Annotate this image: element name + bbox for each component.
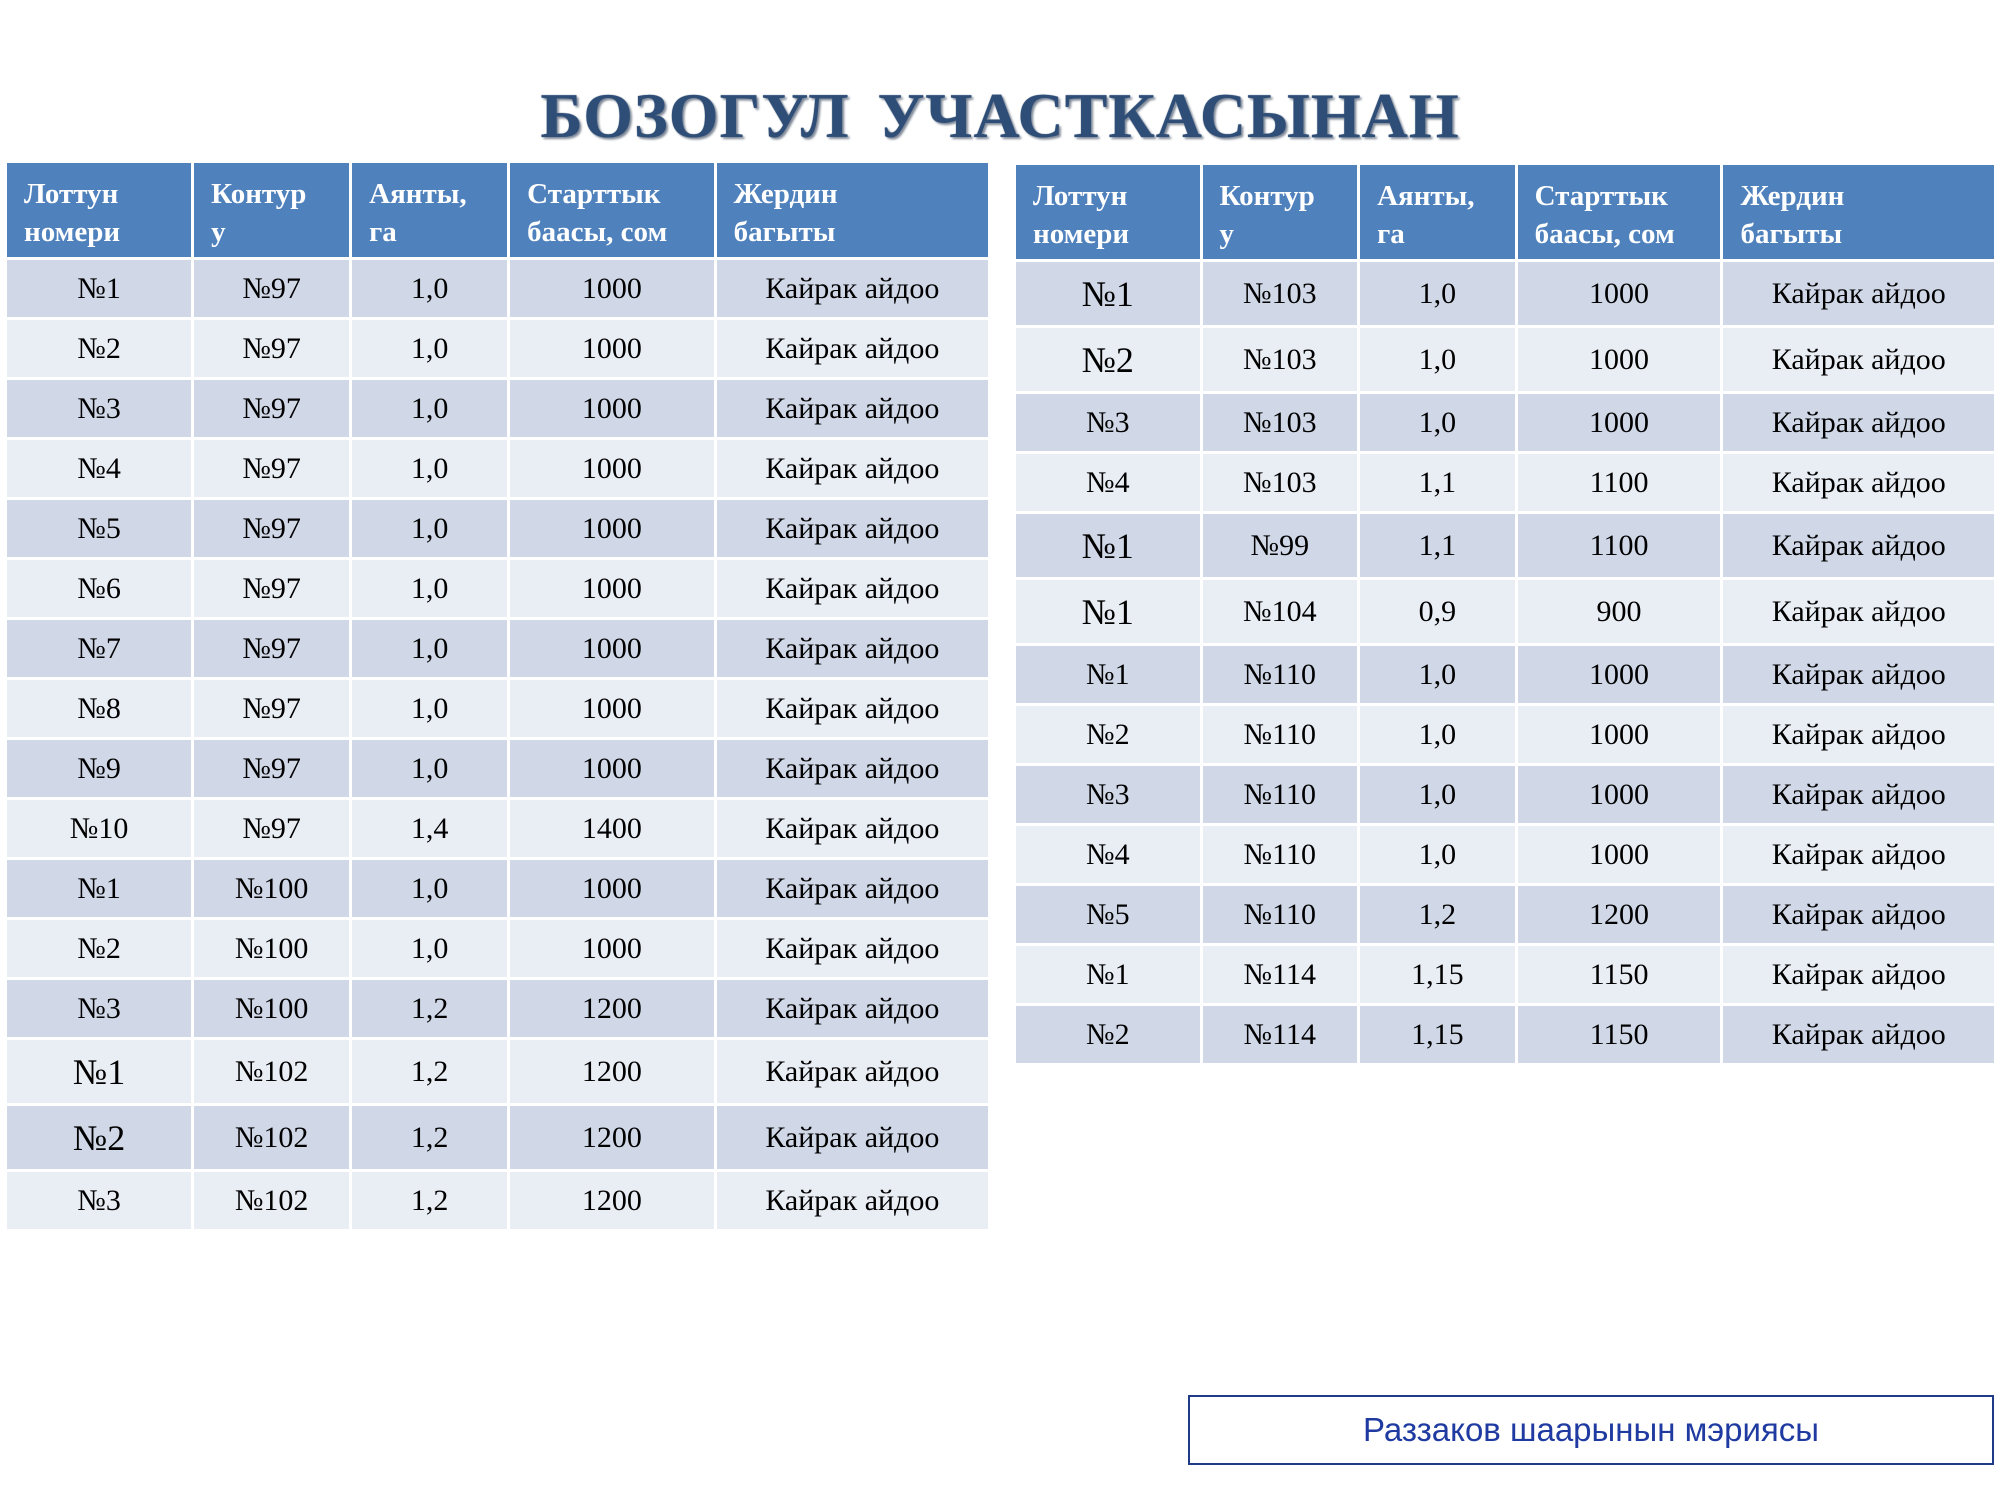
lot-number-cell: №4 (1016, 454, 1200, 511)
price-cell: 1200 (510, 1040, 713, 1103)
area-cell: 1,2 (352, 1040, 507, 1103)
lot-number-cell: №4 (7, 440, 191, 497)
purpose-cell: Кайрак айдоо (717, 920, 988, 977)
purpose-cell: Кайрак айдоо (717, 260, 988, 317)
header-contour: Контур у (194, 163, 349, 257)
contour-cell: №102 (194, 1040, 349, 1103)
page-title (0, 79, 2000, 153)
lot-number-cell: №9 (7, 740, 191, 797)
lot-number-cell: №7 (7, 620, 191, 677)
area-cell: 1,0 (352, 740, 507, 797)
header-area: Аянты, га (352, 163, 507, 257)
area-cell: 1,0 (1360, 826, 1515, 883)
lot-number-cell: №3 (7, 1172, 191, 1229)
area-cell: 1,0 (352, 380, 507, 437)
table-row (7, 920, 988, 977)
price-cell: 1000 (510, 380, 713, 437)
contour-cell: №110 (1203, 646, 1358, 703)
purpose-cell: Кайрак айдоо (717, 380, 988, 437)
area-cell: 1,0 (352, 920, 507, 977)
right-lots-table (1013, 162, 1997, 1066)
lot-number-cell: №3 (1016, 766, 1200, 823)
purpose-cell: Кайрак айдоо (1723, 886, 1994, 943)
purpose-cell: Кайрак айдоо (1723, 580, 1994, 643)
price-cell: 1100 (1518, 454, 1721, 511)
area-cell: 1,2 (352, 1172, 507, 1229)
area-cell: 1,0 (1360, 766, 1515, 823)
purpose-cell: Кайрак айдоо (1723, 262, 1994, 325)
header-lot-number: Лоттун номери (7, 163, 191, 257)
table-row (7, 980, 988, 1037)
purpose-cell: Кайрак айдоо (717, 560, 988, 617)
lot-number-cell: №2 (1016, 328, 1200, 391)
purpose-cell: Кайрак айдоо (1723, 514, 1994, 577)
contour-cell: №114 (1203, 1006, 1358, 1063)
lot-number-cell: №4 (1016, 826, 1200, 883)
area-cell: 1,15 (1360, 1006, 1515, 1063)
price-cell: 1000 (510, 560, 713, 617)
contour-cell: №97 (194, 380, 349, 437)
lot-number-cell: №2 (7, 920, 191, 977)
contour-cell: №97 (194, 440, 349, 497)
footer-mayor-office-box (1188, 1395, 1994, 1465)
lot-number-cell: №8 (7, 680, 191, 737)
price-cell: 1000 (510, 920, 713, 977)
price-cell: 1000 (1518, 706, 1721, 763)
price-cell: 1200 (510, 1172, 713, 1229)
table-row (7, 260, 988, 317)
lot-number-cell: №3 (7, 980, 191, 1037)
price-cell: 1000 (510, 260, 713, 317)
purpose-cell: Кайрак айдоо (717, 1106, 988, 1169)
price-cell: 1000 (1518, 394, 1721, 451)
lot-number-cell: №2 (1016, 1006, 1200, 1063)
purpose-cell: Кайрак айдоо (717, 320, 988, 377)
area-cell: 1,0 (352, 680, 507, 737)
lot-number-cell: №3 (7, 380, 191, 437)
purpose-cell: Кайрак айдоо (717, 680, 988, 737)
contour-cell: №110 (1203, 706, 1358, 763)
purpose-cell: Кайрак айдоо (717, 1040, 988, 1103)
purpose-cell: Кайрак айдоо (717, 620, 988, 677)
area-cell: 1,0 (1360, 394, 1515, 451)
purpose-cell: Кайрак айдоо (717, 980, 988, 1037)
price-cell: 1000 (1518, 262, 1721, 325)
price-cell: 1400 (510, 800, 713, 857)
table-row (1016, 946, 1994, 1003)
table-row (1016, 580, 1994, 643)
table-row (1016, 454, 1994, 511)
table-row (7, 440, 988, 497)
area-cell: 1,0 (352, 260, 507, 317)
purpose-cell: Кайрак айдоо (1723, 946, 1994, 1003)
contour-cell: №97 (194, 260, 349, 317)
lot-number-cell: №2 (7, 1106, 191, 1169)
contour-cell: №104 (1203, 580, 1358, 643)
purpose-cell: Кайрак айдоо (1723, 766, 1994, 823)
lot-number-cell: №1 (7, 860, 191, 917)
purpose-cell: Кайрак айдоо (1723, 826, 1994, 883)
price-cell: 1200 (510, 980, 713, 1037)
area-cell: 1,0 (352, 440, 507, 497)
price-cell: 1150 (1518, 1006, 1721, 1063)
purpose-cell: Кайрак айдоо (1723, 646, 1994, 703)
header-land-purpose: Жердин багыты (717, 163, 988, 257)
table-row (1016, 706, 1994, 763)
area-cell: 1,0 (1360, 262, 1515, 325)
price-cell: 1000 (510, 500, 713, 557)
price-cell: 1150 (1518, 946, 1721, 1003)
table-row (7, 1172, 988, 1229)
table-row (1016, 394, 1994, 451)
price-cell: 1000 (1518, 646, 1721, 703)
table-row (7, 500, 988, 557)
area-cell: 1,0 (1360, 646, 1515, 703)
price-cell: 1000 (510, 740, 713, 797)
table-row (7, 800, 988, 857)
contour-cell: №110 (1203, 886, 1358, 943)
table-row (7, 560, 988, 617)
area-cell: 1,0 (352, 560, 507, 617)
lot-number-cell: №1 (1016, 646, 1200, 703)
table-row (7, 680, 988, 737)
price-cell: 1000 (510, 440, 713, 497)
contour-cell: №102 (194, 1172, 349, 1229)
area-cell: 1,0 (352, 320, 507, 377)
price-cell: 1200 (1518, 886, 1721, 943)
price-cell: 1200 (510, 1106, 713, 1169)
lot-number-cell: №3 (1016, 394, 1200, 451)
purpose-cell: Кайрак айдоо (717, 500, 988, 557)
price-cell: 1000 (510, 680, 713, 737)
contour-cell: №97 (194, 320, 349, 377)
contour-cell: №99 (1203, 514, 1358, 577)
area-cell: 1,2 (352, 980, 507, 1037)
left-lots-table (4, 160, 991, 1232)
contour-cell: №97 (194, 560, 349, 617)
purpose-cell: Кайрак айдоо (1723, 1006, 1994, 1063)
price-cell: 1000 (1518, 328, 1721, 391)
contour-cell: №103 (1203, 262, 1358, 325)
area-cell: 0,9 (1360, 580, 1515, 643)
lot-number-cell: №1 (7, 260, 191, 317)
lot-number-cell: №1 (1016, 514, 1200, 577)
contour-cell: №97 (194, 620, 349, 677)
contour-cell: №114 (1203, 946, 1358, 1003)
price-cell: 1100 (1518, 514, 1721, 577)
table-row (1016, 646, 1994, 703)
lot-number-cell: №2 (1016, 706, 1200, 763)
header-lot-number: Лоттун номери (1016, 165, 1200, 259)
table-row (1016, 886, 1994, 943)
area-cell: 1,0 (352, 500, 507, 557)
area-cell: 1,2 (352, 1106, 507, 1169)
area-cell: 1,1 (1360, 454, 1515, 511)
contour-cell: №97 (194, 800, 349, 857)
area-cell: 1,0 (1360, 706, 1515, 763)
lot-number-cell: №10 (7, 800, 191, 857)
header-land-purpose: Жердин багыты (1723, 165, 1994, 259)
price-cell: 1000 (510, 320, 713, 377)
contour-cell: №100 (194, 920, 349, 977)
table-row (7, 1040, 988, 1103)
contour-cell: №103 (1203, 454, 1358, 511)
purpose-cell: Кайрак айдоо (717, 860, 988, 917)
purpose-cell: Кайрак айдоо (717, 1172, 988, 1229)
contour-cell: №102 (194, 1106, 349, 1169)
table-row (7, 620, 988, 677)
purpose-cell: Кайрак айдоо (717, 740, 988, 797)
lot-number-cell: №1 (1016, 946, 1200, 1003)
contour-cell: №110 (1203, 826, 1358, 883)
lot-number-cell: №5 (1016, 886, 1200, 943)
table-row (1016, 1006, 1994, 1063)
purpose-cell: Кайрак айдоо (1723, 454, 1994, 511)
price-cell: 1000 (510, 620, 713, 677)
lot-number-cell: №1 (1016, 580, 1200, 643)
table-row (1016, 328, 1994, 391)
area-cell: 1,15 (1360, 946, 1515, 1003)
lot-number-cell: №5 (7, 500, 191, 557)
table-row (1016, 262, 1994, 325)
lot-number-cell: №1 (7, 1040, 191, 1103)
purpose-cell: Кайрак айдоо (1723, 706, 1994, 763)
lot-number-cell: №6 (7, 560, 191, 617)
purpose-cell: Кайрак айдоо (717, 800, 988, 857)
lot-number-cell: №1 (1016, 262, 1200, 325)
contour-cell: №97 (194, 500, 349, 557)
footer-text: Раззаков шаарынын мэриясы (1363, 1411, 1819, 1448)
purpose-cell: Кайрак айдоо (1723, 328, 1994, 391)
area-cell: 1,4 (352, 800, 507, 857)
contour-cell: №103 (1203, 328, 1358, 391)
table-row (7, 1106, 988, 1169)
table-header-row (1016, 165, 1994, 259)
contour-cell: №97 (194, 740, 349, 797)
table-row (7, 860, 988, 917)
contour-cell: №100 (194, 860, 349, 917)
price-cell: 1000 (510, 860, 713, 917)
header-start-price: Старттык баасы, сом (510, 163, 713, 257)
table-row (1016, 514, 1994, 577)
price-cell: 1000 (1518, 766, 1721, 823)
area-cell: 1,0 (352, 860, 507, 917)
table-row (1016, 826, 1994, 883)
header-area: Аянты, га (1360, 165, 1515, 259)
contour-cell: №103 (1203, 394, 1358, 451)
header-start-price: Старттык баасы, сом (1518, 165, 1721, 259)
contour-cell: №100 (194, 980, 349, 1037)
table-row (7, 740, 988, 797)
header-contour: Контур у (1203, 165, 1358, 259)
price-cell: 900 (1518, 580, 1721, 643)
purpose-cell: Кайрак айдоо (717, 440, 988, 497)
price-cell: 1000 (1518, 826, 1721, 883)
table-row (7, 320, 988, 377)
page-title-word-2: УЧАСТКАСЫНАН (877, 79, 1460, 151)
area-cell: 1,0 (1360, 328, 1515, 391)
contour-cell: №110 (1203, 766, 1358, 823)
table-row (7, 380, 988, 437)
area-cell: 1,0 (352, 620, 507, 677)
purpose-cell: Кайрак айдоо (1723, 394, 1994, 451)
lot-number-cell: №2 (7, 320, 191, 377)
contour-cell: №97 (194, 680, 349, 737)
table-header-row (7, 163, 988, 257)
area-cell: 1,2 (1360, 886, 1515, 943)
table-row (1016, 766, 1994, 823)
area-cell: 1,1 (1360, 514, 1515, 577)
page-title-word-1: БОЗОГУЛ (540, 79, 850, 151)
